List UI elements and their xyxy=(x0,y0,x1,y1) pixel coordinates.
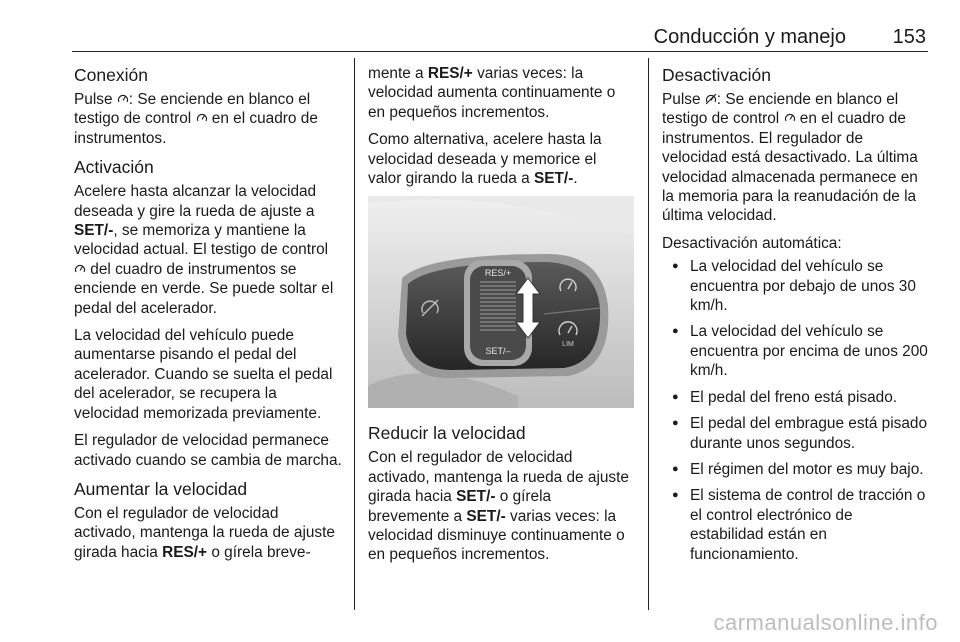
auto-deactivation-label: Desactivación automática: xyxy=(662,234,842,252)
paragraph-conexion: Pulse : Se enciende en blanco el testigo de control en el cuadro de instrumentos. xyxy=(74,91,318,147)
page-number: 153 xyxy=(892,26,926,48)
watermark: carmanualsonline.info xyxy=(713,610,938,635)
heading-activacion: Activación xyxy=(74,157,154,178)
cruise-control-icon xyxy=(74,263,86,275)
list-item: ● La velocidad del vehículo se encuentra por debajo de unos 30 km/h. xyxy=(662,257,930,315)
column-right xyxy=(662,64,930,571)
paragraph-desactivacion: Pulse : Se enciende en blanco el testigo de control en el cuadro de instrumentos. El regulador de velocidad está desactivado. La última velocidad almacenada permanece en la memoria para la reanudación de la última velocidad. xyxy=(662,91,918,225)
steering-wheel-controls-photo xyxy=(368,196,634,408)
column-left xyxy=(74,64,344,570)
cruise-off-icon xyxy=(705,93,717,105)
page-header xyxy=(72,20,928,52)
paragraph-aumentar: Con el regulador de velocidad activado, mantenga la rueda de ajuste girada hacia RES/+ o gírela breve- xyxy=(74,504,335,561)
cruise-control-icon xyxy=(196,112,208,124)
list-item: ● La velocidad del vehículo se encuentra por encima de unos 200 km/h. xyxy=(662,322,930,380)
heading-conexion: Conexión xyxy=(74,65,148,85)
lim-label: LIM xyxy=(562,341,574,349)
section-title: Conducción y manejo xyxy=(653,26,846,48)
column-middle xyxy=(368,64,634,573)
auto-deactivation-list xyxy=(662,257,930,564)
paragraph-alternativa: Como alternativa, acelere hasta la velocidad deseada y memorice el valor girando la rueda a SET/-. xyxy=(368,131,602,188)
paragraph-activacion-2: La velocidad del vehículo puede aumentarse pisando el pedal del acelerador. Cuando se suelta el pedal del acelerador, se recupera la velocidad memorizada previamente. xyxy=(74,327,333,422)
list-item: ● El pedal del freno está pisado. xyxy=(662,388,930,407)
list-item: ● El pedal del embrague está pisado durante unos segundos. xyxy=(662,414,930,453)
column-divider xyxy=(648,58,649,610)
column-divider xyxy=(354,58,355,610)
set-label: SET/– xyxy=(485,346,511,357)
res-label: RES/+ xyxy=(484,268,512,279)
paragraph-reducir: Con el regulador de velocidad activado, mantenga la rueda de ajuste girada hacia SET/- o gírela brevemente a SET/- varias veces: la velocidad disminuye continuamente o en pequeños incrementos. xyxy=(368,449,629,564)
cruise-control-icon xyxy=(784,112,796,124)
heading-aumentar: Aumentar la velocidad xyxy=(74,478,248,499)
paragraph-activacion-3: El regulador de velocidad permanece activado cuando se cambia de marcha. xyxy=(74,432,342,469)
heading-reducir: Reducir la velocidad xyxy=(368,423,526,444)
list-item: ● El régimen del motor es muy bajo. xyxy=(662,460,930,479)
paragraph-activacion-1: Acelere hasta alcanzar la velocidad deseada y gire la rueda de ajuste a SET/-, se memoriza y mantiene la velocidad actual. El testigo de control del cuadro de instrumentos se enciende en verde. Se puede soltar el pedal del acelerador. xyxy=(74,183,334,317)
paragraph-aumentar-cont: mente a RES/+ varias veces: la velocidad aumenta continuamente o en pequeños incrementos. xyxy=(368,65,616,121)
cruise-control-icon xyxy=(117,93,129,105)
heading-desactivacion: Desactivación xyxy=(662,65,771,85)
list-item: ● El sistema de control de tracción o el control electrónico de estabilidad están en funcionamiento. xyxy=(662,486,930,564)
